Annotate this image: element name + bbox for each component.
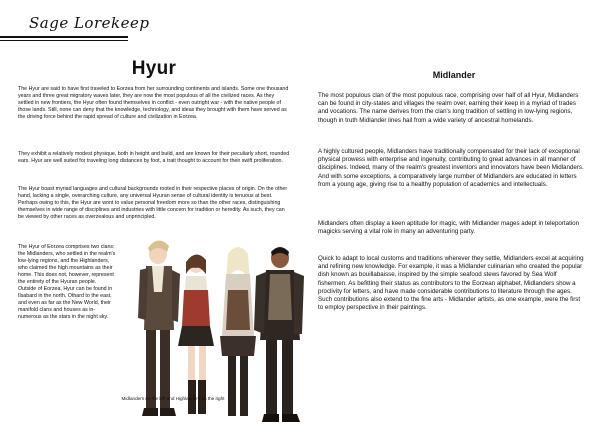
section-title: Midlander bbox=[432, 70, 476, 80]
image-caption: Midlanders on the left and Highlanders on the right bbox=[121, 396, 225, 401]
figure-highlander-female bbox=[220, 247, 256, 416]
paragraph: Quick to adapt to local customs and traditions wherever they settle, Midlanders excel at acquiring and refining new knowledge. For example, it was a Midlander culinarian who created the popular dish known as bouillabaisse, inspired by the simple seafood stews favored by Sea Wolf fishermen. As befitting their status as contributors to the Eorzean alphabet, Midlanders show a proclivity for letters, and have made considerable contributions to literature through the ages. Such contributions also extend to the fine arts - Midlander artists, as one example, were the first to employ perspective in their paintings. bbox=[318, 255, 584, 312]
paragraph: A highly cultured people, Midlanders have traditionally compensated for their lack of exceptional physical prowess with enterprise and ingenuity, contributing to great advances in all manner of disciplines. Indeed, many of the realm's greatest inventors and innovators have been Midlanders. And with some exceptions, a comparatively large number of Midlanders are educated in letters from a young age, giving rise to a healthy population of academics and intellectuals. bbox=[318, 148, 584, 188]
page-title: Hyur bbox=[131, 58, 177, 79]
header-rule bbox=[0, 36, 128, 38]
paragraph: The most populous clan of the most populous race, comprising over half of all Hyur, Midlanders can be found in city-states and villages the realm over, earning their keep in a myriad of trades and vocations. The name derives from the clan's long tradition of settling in low-lying regions, though in truth Midlander lines hail from a wide variety of ancestral homelands. bbox=[318, 92, 579, 124]
paragraph: The Hyur of Eorzea comprises two clans: the Midlanders, who settled in the realm's low-lying regions, and the Highlanders, who claimed the high mountains as their home. This does not, however, represent the entirety of the Hyuran people. Outside of Eorzea, Hyur can be found in Ilsabard in the north, Othard to the east, and even as far as the New World, their manifold clans and houses as in-numerous as the stars in the night sky. bbox=[18, 244, 116, 320]
paragraph: The Hyur are said to have first traveled to Eorzea from her surrounding continents and islands. Some one thousand years and three great migratory waves later, they are now the most populous of all the civilized races. As they settled in new frontiers, the Hyur often found themselves in conflict - even outright war - with the native people of those lands. Still, none can deny that the knowledge, technology, and ideas they brought with them have served as the driving force behind the rapid spread of culture and civilization in Eorzea. bbox=[18, 86, 289, 120]
left-column bbox=[18, 50, 290, 420]
paragraph: The Hyur boast myriad languages and cultural backgrounds rooted in their respective places of origin. On the other hand, lacking a single, overarching culture, any universal Hyuran sense of cultural identity is tenuous at best. Perhaps owing to this, the Hyur are wont to value personal freedom more so than the other races, distinguishing themselves in wide range of disciplines and industries with little concern for tradition or heredity. As such, they can be viewed by other races as overzealous and unprincipled. bbox=[18, 186, 288, 220]
paragraph: They exhibit a relatively modest physique, both in height and build, and are known for their peculiarly short, rounded ears. Hyur are well suited for traveling long distances by foot, a trait thought to account for their swift proliferation. bbox=[18, 151, 290, 164]
hyur-characters-illustration bbox=[134, 230, 304, 438]
figure-midlander-female bbox=[178, 254, 214, 414]
header-rule-thin bbox=[0, 40, 128, 41]
right-column bbox=[318, 50, 590, 420]
paragraph: Midlanders often display a keen aptitude for magic, with Midlander mages adept in teleportation magicks serving a vital role in many an adventuring party. bbox=[318, 220, 580, 236]
page-header bbox=[0, 0, 300, 46]
header-title: Sage Lorekeep bbox=[29, 14, 150, 32]
figure-midlander-male bbox=[138, 240, 180, 416]
